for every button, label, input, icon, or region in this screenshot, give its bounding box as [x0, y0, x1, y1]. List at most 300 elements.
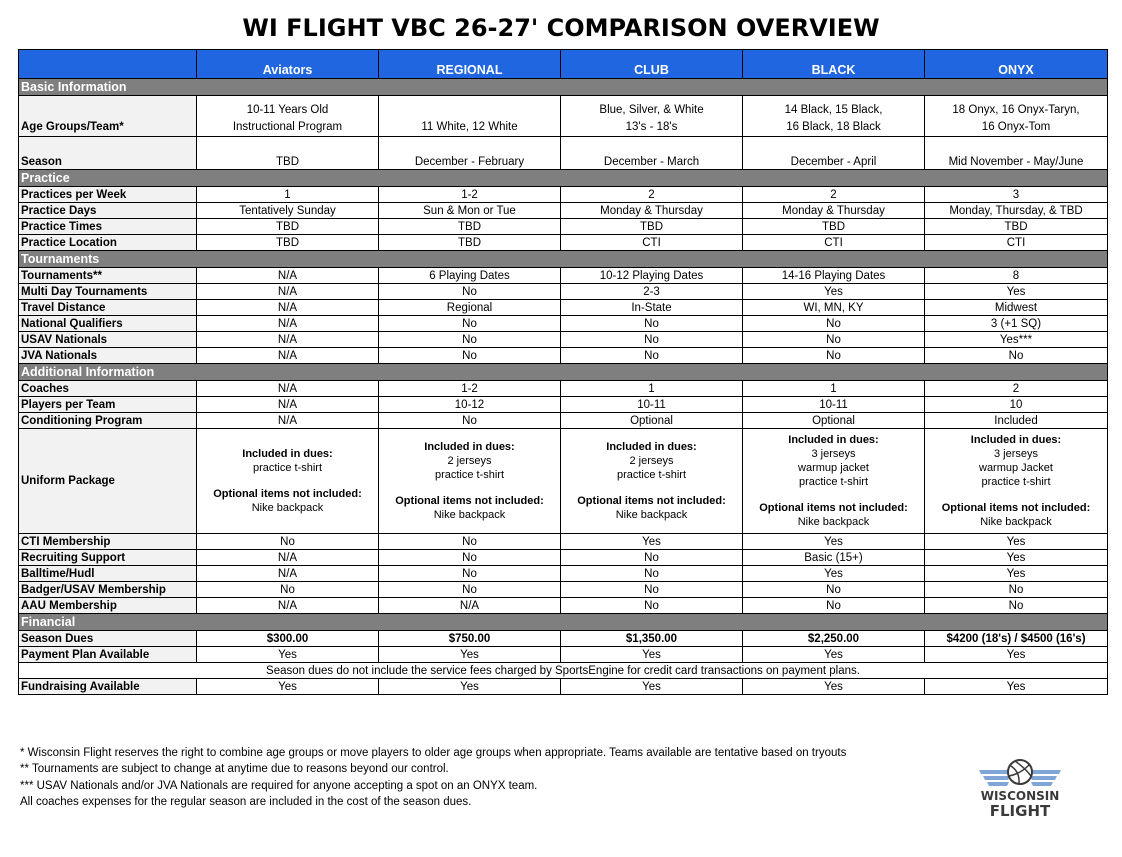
cell-line: No — [644, 600, 659, 612]
row-label: Season — [19, 137, 197, 170]
column-header-regional: REGIONAL — [379, 50, 561, 79]
cell-line: N/A — [277, 270, 298, 282]
row-label: Practice Days — [19, 203, 197, 219]
cell-line: No — [462, 318, 477, 330]
cell-line: 10-11 Years Old — [246, 104, 329, 116]
row-label: CTI Membership — [19, 534, 197, 550]
footnote-3: *** USAV Nationals and/or JVA Nationals are required for anyone accepting a spot on an ONYX team. — [20, 779, 538, 792]
cell-line: 16 Black, 18 Black — [786, 121, 881, 133]
cell-line: In-State — [631, 302, 672, 314]
cell-black — [743, 381, 925, 397]
cell-line: Yes — [1006, 681, 1026, 693]
included-heading: Included in dues: — [242, 448, 333, 460]
cell-black — [743, 284, 925, 300]
cell-line: N/A — [459, 600, 480, 612]
cell-onyx — [925, 631, 1108, 647]
cell-line: Yes — [642, 649, 661, 661]
cell-regional — [379, 219, 561, 235]
cell-line: N/A — [277, 383, 298, 395]
cell-club — [561, 137, 743, 170]
cell-aviators — [197, 413, 379, 429]
cell-aviators — [197, 381, 379, 397]
cell-line: CTI — [642, 237, 661, 249]
table-row-ploc — [19, 235, 1108, 251]
cell-line: $2,250.00 — [807, 633, 860, 645]
footnote-1: * Wisconsin Flight reserves the right to combine age groups or move players to older age groups when appropriate. Teams available are tentative based on tryouts — [20, 747, 847, 759]
row-label: Practice Times — [19, 219, 197, 235]
cell-line: December - March — [603, 156, 700, 168]
cell-onyx — [925, 582, 1108, 598]
cell-aviators — [197, 284, 379, 300]
cell-aviators — [197, 566, 379, 582]
cell-black — [743, 137, 925, 170]
cell-black — [743, 316, 925, 332]
cell-line: Sun & Mon or Tue — [423, 205, 516, 217]
cell-black — [743, 429, 925, 534]
cell-regional — [379, 268, 561, 284]
cell-aviators — [197, 187, 379, 203]
included-heading: Included in dues: — [970, 434, 1062, 446]
section-title: Practice — [19, 170, 1108, 187]
cell-onyx — [925, 413, 1108, 429]
column-header-onyx: ONYX — [925, 50, 1108, 79]
cell-line: No — [280, 536, 295, 548]
cell-line: N/A — [277, 350, 298, 362]
row-label: Players per Team — [19, 397, 197, 413]
table-row-multi — [19, 284, 1108, 300]
cell-line: TBD — [458, 221, 481, 233]
footnotes — [20, 745, 846, 810]
cell-line: TBD — [1004, 221, 1028, 233]
included-item: 3 jerseys — [993, 448, 1039, 460]
cell-club — [561, 413, 743, 429]
cell-onyx — [925, 647, 1108, 663]
section-practice — [19, 170, 1108, 187]
cell-line: N/A — [277, 334, 298, 346]
cell-line: Yes — [278, 649, 297, 661]
row-label: JVA Nationals — [19, 348, 197, 364]
cell-line: TBD — [276, 221, 299, 233]
optional-item: Nike backpack — [433, 509, 506, 521]
cell-line: No — [644, 552, 659, 564]
cell-black — [743, 598, 925, 614]
cell-regional — [379, 381, 561, 397]
cell-line: $4200 (18's) / $4500 (16's) — [946, 633, 1086, 645]
table-row-recruit — [19, 550, 1108, 566]
cell-line: Yes — [1006, 286, 1026, 298]
cell-line: No — [826, 350, 841, 362]
optional-heading: Optional items not included: — [213, 488, 362, 500]
cell-line: No — [1008, 600, 1024, 612]
cell-regional — [379, 137, 561, 170]
table-row-coaches — [19, 381, 1108, 397]
cell-club — [561, 647, 743, 663]
cell-line: No — [644, 584, 659, 596]
cell-line: 1 — [648, 383, 655, 395]
cell-line: 2-3 — [643, 286, 660, 298]
cell-black — [743, 647, 925, 663]
cell-line: No — [826, 318, 841, 330]
row-label: Multi Day Tournaments — [19, 284, 197, 300]
cell-line: No — [644, 318, 659, 330]
cell-regional — [379, 187, 561, 203]
cell-club — [561, 219, 743, 235]
cell-line: 18 Onyx, 16 Onyx-Taryn, — [952, 104, 1080, 116]
cell-regional — [379, 413, 561, 429]
cell-line: No — [462, 552, 477, 564]
cell-line: No — [462, 536, 477, 548]
cell-line: 3 — [1012, 189, 1020, 201]
cell-line: Basic (15+) — [804, 552, 863, 564]
optional-heading: Optional items not included: — [759, 502, 908, 514]
optional-heading: Optional items not included: — [395, 495, 544, 507]
cell-club — [561, 582, 743, 598]
cell-regional — [379, 534, 561, 550]
cell-onyx — [925, 348, 1108, 364]
cell-line: TBD — [640, 221, 663, 233]
cell-regional — [379, 284, 561, 300]
cell-black — [743, 219, 925, 235]
cell-black — [743, 268, 925, 284]
cell-line: 16 Onyx-Tom — [981, 121, 1051, 133]
cell-club — [561, 631, 743, 647]
cell-aviators — [197, 631, 379, 647]
cell-onyx — [925, 96, 1108, 137]
cell-regional — [379, 300, 561, 316]
cell-black — [743, 300, 925, 316]
table-row-pdays — [19, 203, 1108, 219]
row-label: Season Dues — [19, 631, 197, 647]
cell-onyx — [925, 235, 1108, 251]
table-row-natq — [19, 316, 1108, 332]
table-row-season — [19, 137, 1108, 170]
cell-line: Optional — [630, 415, 673, 427]
cell-line: Yes — [642, 681, 661, 693]
cell-line: Instructional Program — [232, 121, 343, 133]
cell-onyx — [925, 284, 1108, 300]
cell-line: CTI — [1006, 237, 1026, 249]
cell-line: N/A — [277, 286, 298, 298]
cell-line: N/A — [277, 568, 298, 580]
row-label: Travel Distance — [19, 300, 197, 316]
cell-line: 14 Black, 15 Black, — [784, 104, 883, 116]
cell-line: Yes — [824, 649, 843, 661]
cell-aviators — [197, 534, 379, 550]
cell-aviators — [197, 316, 379, 332]
svg-text:FLIGHT: FLIGHT — [989, 802, 1051, 820]
cell-line: N/A — [277, 399, 298, 411]
included-item: 2 jerseys — [629, 455, 674, 467]
table-row-players — [19, 397, 1108, 413]
table-row-aau — [19, 598, 1108, 614]
table-row-dues — [19, 631, 1108, 647]
cell-line: N/A — [277, 318, 298, 330]
cell-onyx — [925, 137, 1108, 170]
cell-black — [743, 96, 925, 137]
cell-club — [561, 203, 743, 219]
table-row-badger — [19, 582, 1108, 598]
cell-line: 10-11 — [637, 399, 666, 411]
table-row-fund — [19, 679, 1108, 695]
cell-line: 10-11 — [819, 399, 848, 411]
cell-club — [561, 679, 743, 695]
cell-club — [561, 566, 743, 582]
cell-regional — [379, 316, 561, 332]
cell-line: No — [644, 334, 659, 346]
cell-line: $300.00 — [266, 633, 309, 645]
cell-onyx — [925, 598, 1108, 614]
cell-club — [561, 235, 743, 251]
table-row-hudl — [19, 566, 1108, 582]
cell-line: N/A — [277, 600, 298, 612]
table-row-uniform — [19, 429, 1108, 534]
cell-line: Blue, Silver, & White — [599, 104, 704, 116]
cell-black — [743, 582, 925, 598]
cell-line: Monday & Thursday — [782, 205, 885, 217]
cell-line: Yes — [642, 536, 661, 548]
cell-regional — [379, 429, 561, 534]
section-financial — [19, 614, 1108, 631]
cell-line: Yes — [278, 681, 297, 693]
cell-line: Yes — [1006, 568, 1026, 580]
table-row-cond — [19, 413, 1108, 429]
svg-text:WISCONSIN: WISCONSIN — [980, 789, 1060, 803]
cell-line: No — [462, 415, 477, 427]
table-header-row — [19, 50, 1108, 79]
section-title: Tournaments — [19, 251, 1108, 268]
table-row-cti — [19, 534, 1108, 550]
cell-line: 2 — [1012, 383, 1020, 395]
cell-line: Yes — [824, 286, 843, 298]
cell-line: TBD — [822, 221, 845, 233]
row-label: Uniform Package — [19, 429, 197, 534]
cell-club — [561, 550, 743, 566]
cell-regional — [379, 582, 561, 598]
cell-line: Yes — [460, 649, 479, 661]
optional-heading: Optional items not included: — [577, 495, 726, 507]
cell-club — [561, 316, 743, 332]
table-row-usav — [19, 332, 1108, 348]
optional-item: Nike backpack — [797, 516, 870, 528]
cell-line: 3 (+1 SQ) — [990, 318, 1042, 330]
row-label: Coaches — [19, 381, 197, 397]
volleyball-wings-icon — [975, 752, 1065, 822]
cell-black — [743, 187, 925, 203]
cell-black — [743, 203, 925, 219]
cell-aviators — [197, 219, 379, 235]
cell-line: No — [280, 584, 295, 596]
cell-regional — [379, 203, 561, 219]
included-item: practice t-shirt — [981, 476, 1051, 488]
cell-regional — [379, 397, 561, 413]
cell-aviators — [197, 429, 379, 534]
cell-aviators — [197, 300, 379, 316]
included-item: 3 jerseys — [811, 448, 856, 460]
cell-line: Yes — [1006, 536, 1026, 548]
cell-line: N/A — [277, 415, 298, 427]
cell-onyx — [925, 429, 1108, 534]
section-title: Additional Information — [19, 364, 1108, 381]
cell-line: 1-2 — [461, 383, 478, 395]
cell-line: CTI — [824, 237, 843, 249]
cell-black — [743, 534, 925, 550]
cell-line: Mid November - May/June — [948, 156, 1084, 168]
cell-line: No — [644, 568, 659, 580]
cell-aviators — [197, 582, 379, 598]
cell-line: Midwest — [994, 302, 1038, 314]
table-row-plan — [19, 647, 1108, 663]
cell-club — [561, 534, 743, 550]
cell-aviators — [197, 348, 379, 364]
cell-line: No — [644, 350, 659, 362]
section-basic — [19, 79, 1108, 96]
table-row-fee-note — [19, 663, 1108, 679]
cell-line: Yes — [824, 568, 843, 580]
cell-onyx — [925, 534, 1108, 550]
cell-line: 2 — [830, 189, 837, 201]
cell-line: Yes — [824, 536, 843, 548]
cell-regional — [379, 566, 561, 582]
optional-heading: Optional items not included: — [941, 502, 1091, 514]
section-additional — [19, 364, 1108, 381]
row-label: Fundraising Available — [19, 679, 197, 695]
row-label: Badger/USAV Membership — [19, 582, 197, 598]
row-label: Balltime/Hudl — [19, 566, 197, 582]
cell-club — [561, 348, 743, 364]
cell-aviators — [197, 137, 379, 170]
column-header-aviators: Aviators — [197, 50, 379, 79]
cell-aviators — [197, 550, 379, 566]
cell-line: 6 Playing Dates — [429, 270, 510, 282]
cell-line: Included — [994, 415, 1038, 427]
included-item: warmup Jacket — [979, 462, 1053, 474]
cell-aviators — [197, 203, 379, 219]
cell-regional — [379, 631, 561, 647]
cell-club — [561, 96, 743, 137]
row-label: Tournaments** — [19, 268, 197, 284]
cell-onyx — [925, 397, 1108, 413]
cell-line: No — [462, 584, 477, 596]
included-item: practice t-shirt — [252, 462, 323, 474]
page-title: WI FLIGHT VBC 26-27' COMPARISON OVERVIEW — [242, 14, 880, 42]
cell-black — [743, 348, 925, 364]
cell-onyx — [925, 550, 1108, 566]
table-row-age — [19, 96, 1108, 137]
cell-line: Yes — [1006, 649, 1026, 661]
included-item: practice t-shirt — [616, 469, 687, 481]
cell-line: Regional — [446, 302, 493, 314]
table-row-tourn — [19, 268, 1108, 284]
section-tournaments — [19, 251, 1108, 268]
cell-black — [743, 679, 925, 695]
cell-aviators — [197, 96, 379, 137]
cell-black — [743, 413, 925, 429]
table-row-travel — [19, 300, 1108, 316]
cell-line: N/A — [277, 552, 298, 564]
row-label: Recruiting Support — [19, 550, 197, 566]
cell-club — [561, 284, 743, 300]
cell-club — [561, 268, 743, 284]
cell-line: Tentatively Sunday — [239, 205, 336, 217]
cell-regional — [379, 96, 561, 137]
row-label: Age Groups/Team* — [19, 96, 197, 137]
cell-line: 10-12 Playing Dates — [599, 270, 704, 282]
cell-aviators — [197, 397, 379, 413]
cell-line: 8 — [1012, 270, 1020, 282]
cell-line: 1-2 — [461, 189, 478, 201]
cell-line: No — [1008, 350, 1024, 362]
cell-aviators — [197, 332, 379, 348]
cell-line: TBD — [276, 237, 299, 249]
section-title: Financial — [19, 614, 1108, 631]
cell-onyx — [925, 268, 1108, 284]
cell-regional — [379, 348, 561, 364]
included-heading: Included in dues: — [788, 434, 879, 446]
cell-line: December - April — [790, 156, 877, 168]
cell-line: N/A — [277, 302, 298, 314]
cell-regional — [379, 235, 561, 251]
included-heading: Included in dues: — [424, 441, 515, 453]
cell-line: $750.00 — [448, 633, 491, 645]
footnote-4: All coaches expenses for the regular season are included in the cost of the season dues. — [20, 795, 472, 808]
cell-onyx — [925, 300, 1108, 316]
cell-line: 10-12 — [454, 399, 485, 411]
cell-line: TBD — [276, 156, 299, 168]
table-row-ppw — [19, 187, 1108, 203]
cell-regional — [379, 679, 561, 695]
cell-regional — [379, 647, 561, 663]
cell-line: 11 White, 12 White — [421, 121, 518, 133]
row-label: Conditioning Program — [19, 413, 197, 429]
comparison-table — [18, 49, 1108, 695]
cell-aviators — [197, 647, 379, 663]
cell-line: No — [826, 600, 841, 612]
included-item: practice t-shirt — [798, 476, 869, 488]
cell-aviators — [197, 598, 379, 614]
cell-line: Yes — [460, 681, 479, 693]
fee-note: Season dues do not include the service fees charged by SportsEngine for credit card transactions on payment plans. — [19, 663, 1108, 679]
cell-regional — [379, 332, 561, 348]
cell-club — [561, 187, 743, 203]
cell-line: Yes — [824, 681, 843, 693]
cell-onyx — [925, 566, 1108, 582]
row-label: USAV Nationals — [19, 332, 197, 348]
cell-line: 13's - 18's — [625, 121, 678, 133]
column-header-club: CLUB — [561, 50, 743, 79]
cell-line: TBD — [458, 237, 481, 249]
cell-aviators — [197, 679, 379, 695]
included-item: warmup jacket — [798, 462, 869, 474]
cell-aviators — [197, 235, 379, 251]
cell-line: 1 — [284, 189, 291, 201]
included-heading: Included in dues: — [606, 441, 697, 453]
cell-onyx — [925, 219, 1108, 235]
wisconsin-flight-logo — [975, 752, 1065, 822]
cell-line: Yes*** — [999, 334, 1033, 346]
cell-line: No — [462, 568, 477, 580]
section-title: Basic Information — [19, 79, 1108, 96]
header-blank-cell — [19, 50, 197, 79]
cell-onyx — [925, 679, 1108, 695]
included-item: practice t-shirt — [434, 469, 505, 481]
cell-club — [561, 381, 743, 397]
optional-item: Nike backpack — [251, 502, 324, 514]
cell-line: No — [826, 334, 841, 346]
cell-club — [561, 429, 743, 534]
row-label: Payment Plan Available — [19, 647, 197, 663]
cell-regional — [379, 550, 561, 566]
table-row-ptimes — [19, 219, 1108, 235]
